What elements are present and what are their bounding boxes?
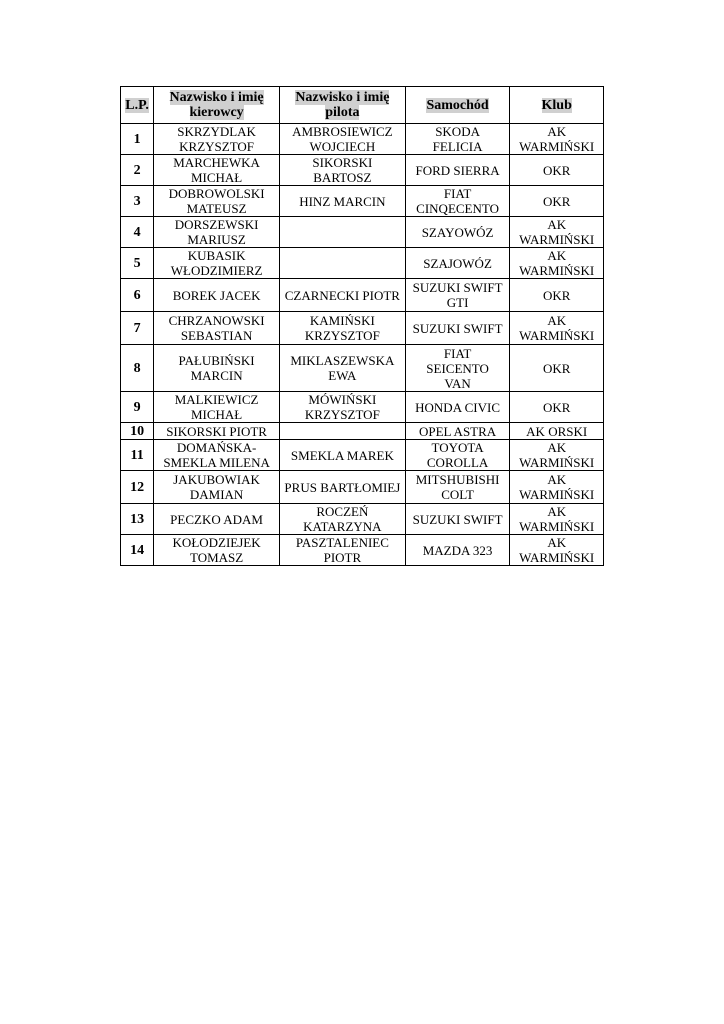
cell-driver: DOBROWOLSKI MATEUSZ: [154, 186, 280, 217]
cell-car: MAZDA 323: [405, 535, 510, 566]
cell-pilot: KAMIŃSKI KRZYSZTOF: [279, 312, 405, 345]
cell-pilot: PRUS BARTŁOMIEJ: [279, 471, 405, 504]
entries-table: [120, 86, 604, 566]
cell-driver: JAKUBOWIAK DAMIAN: [154, 471, 280, 504]
cell-driver: MALKIEWICZ MICHAŁ: [154, 392, 280, 423]
cell-pilot: MIKLASZEWSKA EWA: [279, 345, 405, 392]
cell-club: OKR: [510, 345, 604, 392]
table-row: [121, 471, 604, 504]
cell-pilot: MÓWIŃSKI KRZYSZTOF: [279, 392, 405, 423]
cell-driver: SIKORSKI PIOTR: [154, 423, 280, 440]
header-pilot: Nazwisko i imię pilota: [279, 87, 405, 124]
cell-club: AK ORSKI: [510, 423, 604, 440]
cell-car: FIAT CINQECENTO: [405, 186, 510, 217]
table-row: [121, 392, 604, 423]
cell-car: MITSHUBISHI COLT: [405, 471, 510, 504]
cell-club: AK WARMIŃSKI: [510, 312, 604, 345]
cell-lp: 5: [121, 248, 154, 279]
cell-driver: SKRZYDLAK KRZYSZTOF: [154, 124, 280, 155]
table-row: [121, 248, 604, 279]
header-lp: L.P.: [121, 87, 154, 124]
table-row: [121, 312, 604, 345]
cell-club: AK WARMIŃSKI: [510, 217, 604, 248]
cell-club: AK WARMIŃSKI: [510, 124, 604, 155]
cell-car: SUZUKI SWIFT: [405, 504, 510, 535]
cell-car: SZAYOWÓZ: [405, 217, 510, 248]
cell-lp: 11: [121, 440, 154, 471]
table-row: [121, 279, 604, 312]
cell-pilot: ROCZEŃ KATARZYNA: [279, 504, 405, 535]
cell-car: SZAJOWÓZ: [405, 248, 510, 279]
table-row: [121, 155, 604, 186]
table-row: [121, 440, 604, 471]
table-row: [121, 504, 604, 535]
cell-club: OKR: [510, 186, 604, 217]
cell-car: TOYOTA COROLLA: [405, 440, 510, 471]
cell-car: SUZUKI SWIFT GTI: [405, 279, 510, 312]
table-row: [121, 186, 604, 217]
cell-car: OPEL ASTRA: [405, 423, 510, 440]
cell-club: OKR: [510, 279, 604, 312]
cell-club: AK WARMIŃSKI: [510, 248, 604, 279]
cell-pilot: [279, 217, 405, 248]
header-row: [121, 87, 604, 124]
cell-lp: 12: [121, 471, 154, 504]
table-row: [121, 217, 604, 248]
cell-driver: CHRZANOWSKI SEBASTIAN: [154, 312, 280, 345]
cell-car: HONDA CIVIC: [405, 392, 510, 423]
cell-pilot: SIKORSKI BARTOSZ: [279, 155, 405, 186]
cell-pilot: [279, 248, 405, 279]
cell-club: AK WARMIŃSKI: [510, 535, 604, 566]
header-club: Klub: [510, 87, 604, 124]
table-row: [121, 423, 604, 440]
cell-lp: 9: [121, 392, 154, 423]
cell-lp: 3: [121, 186, 154, 217]
cell-driver: DORSZEWSKI MARIUSZ: [154, 217, 280, 248]
table-row: [121, 124, 604, 155]
cell-driver: KUBASIK WŁODZIMIERZ: [154, 248, 280, 279]
cell-club: AK WARMIŃSKI: [510, 440, 604, 471]
cell-lp: 13: [121, 504, 154, 535]
cell-lp: 8: [121, 345, 154, 392]
cell-driver: MARCHEWKA MICHAŁ: [154, 155, 280, 186]
cell-driver: PECZKO ADAM: [154, 504, 280, 535]
cell-pilot: AMBROSIEWICZ WOJCIECH: [279, 124, 405, 155]
cell-club: OKR: [510, 392, 604, 423]
cell-lp: 6: [121, 279, 154, 312]
cell-car: FIAT SEICENTO VAN: [405, 345, 510, 392]
table-row: [121, 345, 604, 392]
header-car: Samochód: [405, 87, 510, 124]
cell-lp: 2: [121, 155, 154, 186]
cell-lp: 7: [121, 312, 154, 345]
cell-driver: PAŁUBIŃSKI MARCIN: [154, 345, 280, 392]
cell-club: AK WARMIŃSKI: [510, 471, 604, 504]
cell-lp: 10: [121, 423, 154, 440]
cell-pilot: CZARNECKI PIOTR: [279, 279, 405, 312]
cell-pilot: SMEKLA MAREK: [279, 440, 405, 471]
table-row: [121, 535, 604, 566]
cell-lp: 1: [121, 124, 154, 155]
header-driver: Nazwisko i imię kierowcy: [154, 87, 280, 124]
cell-car: FORD SIERRA: [405, 155, 510, 186]
cell-car: SKODA FELICIA: [405, 124, 510, 155]
cell-pilot: PASZTALENIEC PIOTR: [279, 535, 405, 566]
cell-pilot: [279, 423, 405, 440]
cell-lp: 14: [121, 535, 154, 566]
cell-pilot: HINZ MARCIN: [279, 186, 405, 217]
cell-club: AK WARMIŃSKI: [510, 504, 604, 535]
cell-lp: 4: [121, 217, 154, 248]
cell-driver: BOREK JACEK: [154, 279, 280, 312]
cell-club: OKR: [510, 155, 604, 186]
cell-car: SUZUKI SWIFT: [405, 312, 510, 345]
cell-driver: KOŁODZIEJEK TOMASZ: [154, 535, 280, 566]
cell-driver: DOMAŃSKA- SMEKLA MILENA: [154, 440, 280, 471]
